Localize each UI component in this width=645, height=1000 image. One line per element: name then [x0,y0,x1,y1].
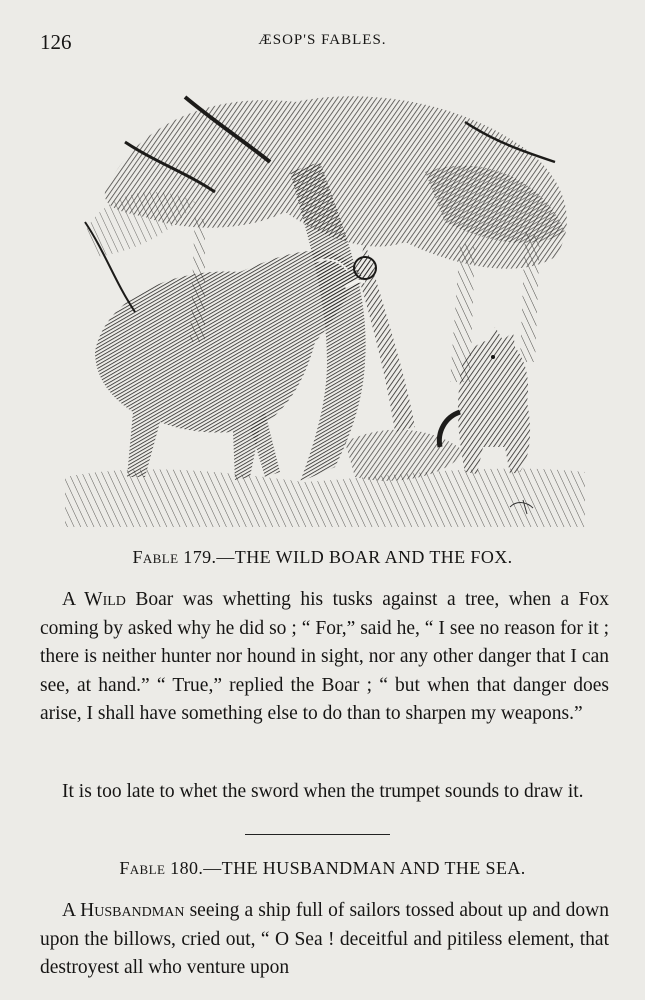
fable-179-body: A Wild Boar was whetting his tusks against a tree, when a Fox coming by asked why he did so ; “ For,” said he, “ I see no reason for it ; there is neither hunter nor hound in sight, nor any other danger that I can see, at hand.” “ True,” replied the Boar ; “ but when that danger does arise, I shall have something else to do than to sharpen my weapons.” [40,589,609,724]
fable-180-body: A Husbandman seeing a ship full of sailors tossed about up and down upon the billows, cried out, “ O Sea ! deceitful and pitiless element, that destroyest all who venture upon [40,900,609,978]
running-head: ÆSOP'S FABLES. [258,32,387,48]
fable-179-moral: It is too late to whet the sword when the trumpet sounds to draw it. [62,781,584,802]
wild-boar-and-fox-engraving [65,82,585,527]
fable-180-lead: A Husbandman [62,900,185,921]
fable-179-title: Fable 179.—THE WILD BOAR AND THE FOX. [132,547,513,567]
page-number: 126 [40,30,72,54]
fable-180-title: Fable 180.—THE HUSBANDMAN AND THE SEA. [119,858,526,878]
section-divider [245,834,390,835]
fable-179-lead: A Wild [62,589,126,610]
ground [65,469,585,527]
page-header [40,30,605,56]
